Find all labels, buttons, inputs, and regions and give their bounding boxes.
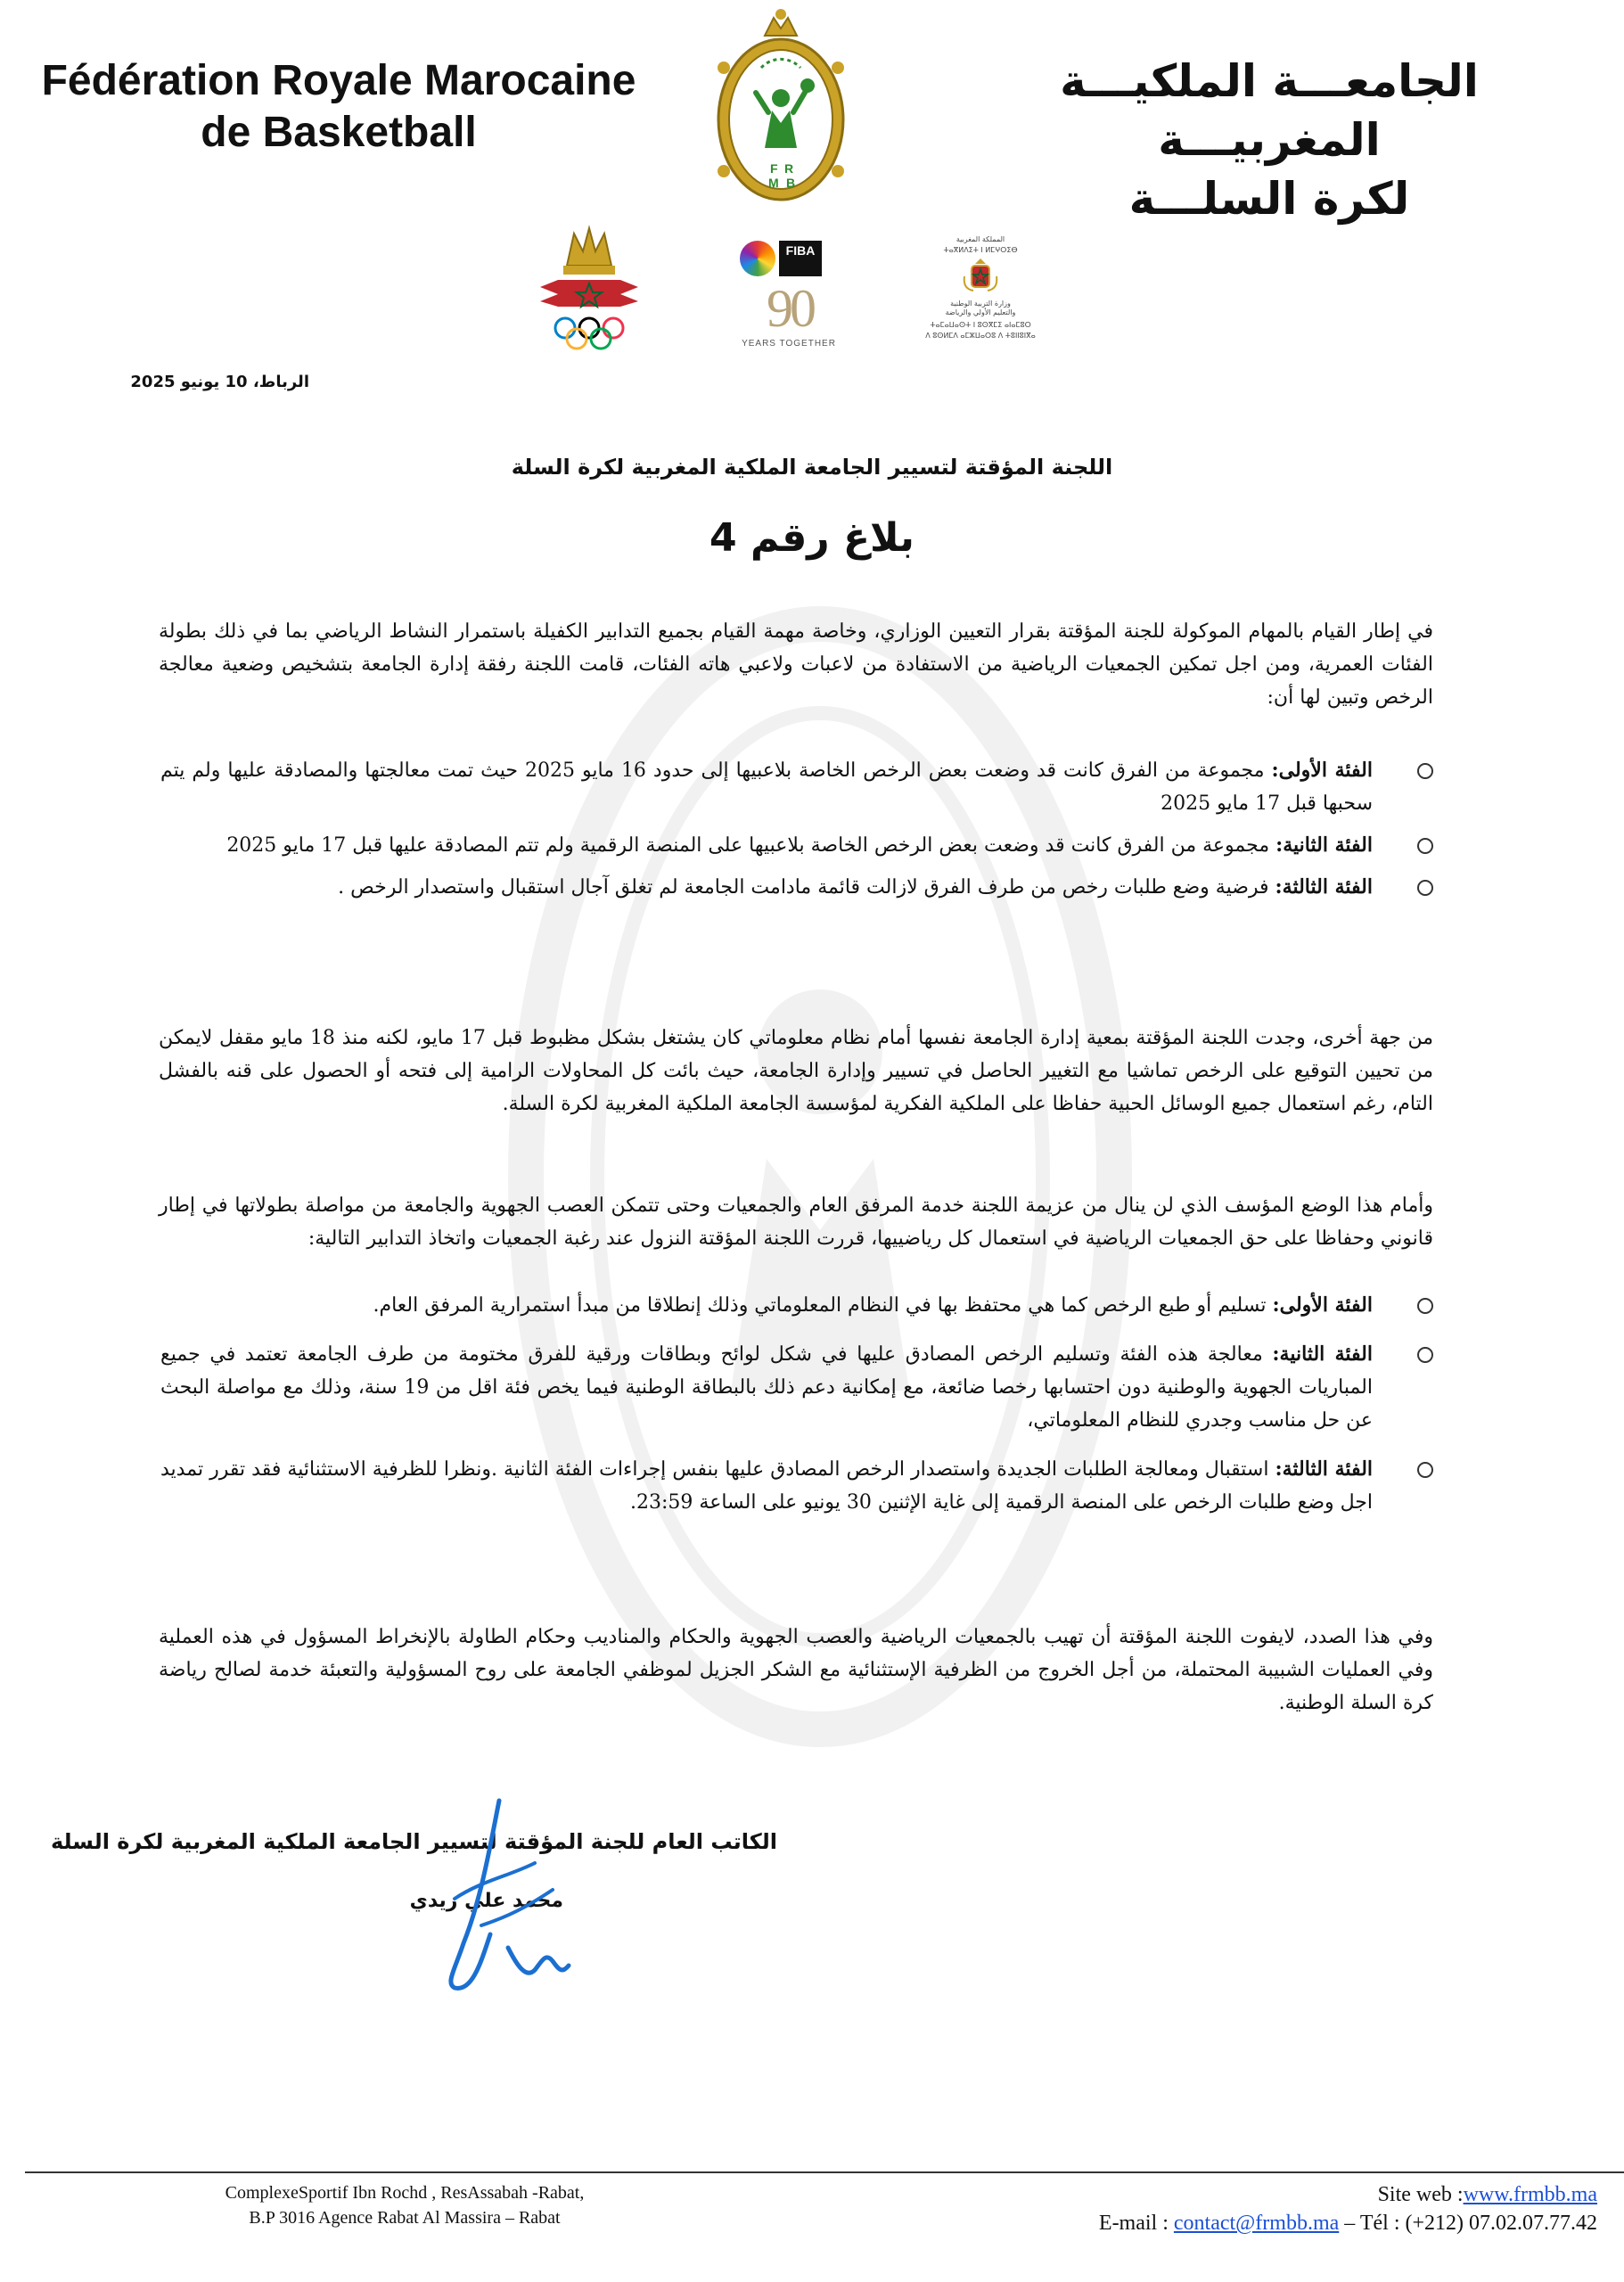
ministry-line-6: ⴷ ⵓⵙⵍⵎⴷ ⴰⵎⵣⵡⴰⵔⵓ ⴷ ⵜⵓⵏⵏⵓⵏⴳⴰ [925,332,1036,340]
document-date: الرباط، 10 يونيو 2025 [130,373,309,391]
intro-paragraph: في إطار القيام بالمهام الموكولة للجنة المؤقتة بقرار التعيين الوزاري، وخاصة مهمة القيام بجميع التدابير الكفيلة باستمرار النشاط الرياضي بما في ذلك بطولة الفئات العمرية، ومن اجل تمكين الجمعيات الرياضية من الاستفادة من لاعبات ولاعبي هاته الفئات، قامت اللجنة رفقة إدارة الجامعة بتشخيص وضعية معالجة الرخص وتبين لها أن: [159,620,1433,709]
fiba-90-years-logo [736,239,841,364]
ministry-line-1: المملكة المغربية [956,235,1005,243]
footer-contact [973,2180,1597,2237]
list-item: الفئة الأولى: مجموعة من الفرق كانت قد وضعت بعض الرخص الخاصة بلاعبيها إلى حدود 16 مايو 2025 حيث تمت معالجتها والمصادقة عليها ولم يتم سحبها قبل 17 مايو 2025 [160,754,1373,820]
fiba-globe-icon [740,241,775,276]
communique-title: بلاغ رقم 4 [709,515,915,561]
ministry-line-4: والتعليم الأولي والرياضة [945,308,1016,316]
logo-letter-b: B [786,176,796,190]
logo-letter-r: R [784,161,794,176]
email-link[interactable]: contact@frmbb.ma [1173,2212,1340,2235]
diagnosis-list [160,754,1373,913]
fiba-anniversary-number: 90 [767,279,813,338]
list-item: الفئة الثالثة: استقبال ومعالجة الطلبات الجديدة واستصدار الرخص المصادق عليها بنفس إجراءات الفئة الثانية .ونظرا للظرفية الاستثنائية فقد تقرر تمديد اجل وضع طلبات الرخص على المنصة الرقمية إلى غاية الإثنين 30 يونيو على الساعة 23:59. [160,1453,1373,1519]
logo-letter-m: M [768,176,779,190]
list-item: الفئة الثانية: معالجة هذه الفئة وتسليم الرخص المصادق عليها في شكل لوائح وبطاقات ورقية للفرق مختومة من طرف الجامعة تعتمد في جميع المباريات الجهوية والوطنية دون احتسابها رخصا ضائعة، مع إمكانية دعم ذلك بالبطاقة الوطنية فيما يخص فئة اقل من 19 سنة، وذلك مع مواصلة البحث عن حل مناسب وجدري للنظام المعلوماتي، [160,1338,1373,1437]
ministry-line-5: ⵜⴰⵎⴰⵡⴰⵙⵜ ⵏ ⵓⵙⴳⵎⵉ ⴰⵏⴰⵎⵓⵔ [930,321,1031,329]
coat-of-arms-icon [961,259,1000,294]
bullet-circle-icon [1417,838,1433,854]
fiba-wordmark: FIBA [779,241,822,276]
footer-email-phone: E-mail : contact@frmbb.ma – Tél : (+212) 07.02.07.77.42 [1098,2212,1597,2235]
ministry-line-2: ⵜⴰⴳⵍⴷⵉⵜ ⵏ ⵍⵎⵖⵔⵉⴱ [943,246,1018,254]
frmb-logo [709,5,852,203]
bullet-circle-icon [1417,1347,1433,1363]
bullet-circle-icon [1417,763,1433,779]
signatory-title: الكاتب العام للجنة المؤقتة لتسيير الجامعة الملكية المغربية لكرة السلة [50,1829,777,1854]
list-item: الفئة الأولى: تسليم أو طبع الرخص كما هي محتفظ بها في النظام المعلوماتي وذلك إنطلاقا من مبدأ استمرارية المرفق العام. [160,1289,1373,1322]
website-link[interactable]: www.frmbb.ma [1463,2183,1597,2206]
paragraph-system-issue: من جهة أخرى، وجدت اللجنة المؤقتة بمعية إدارة الجامعة نفسها أمام نظام معلوماتي كان يشتغل بشكل مظبوط قبل 17 مايو، لكنه منذ 18 مايو مقفل لايمكن من تحيين التوقيع على الرخص تماشيا مع التغيير الحاصل في تسيير وإدارة الجامعة، حيث بائت كل المحاولات الرامية إلى فتحه أو الحصول على قنه بالفشل التام، رغم استعمال جميع الوسائل الحبية حفاظا على الملكية الفكرية لمؤسسة الجامعة الملكية المغربية لكرة السلة. [159,1027,1433,1115]
list-item: الفئة الثانية: مجموعة من الفرق كانت قد وضعت بعض الرخص الخاصة بلاعبيها على المنصة الرقمية ولم تتم المصادقة عليها قبل 17 مايو 2025 [160,829,1373,862]
fiba-tagline: YEARS TOGETHER [742,339,836,349]
committee-heading: اللجنة المؤقتة لتسيير الجامعة الملكية المغربية لكرة السلة [511,455,1113,480]
measures-list [160,1289,1373,1528]
logo-letter-f: F [770,161,778,176]
bullet-circle-icon [1417,880,1433,896]
footer-website: Site web :www.frmbb.ma [1377,2183,1597,2206]
handwritten-signature [428,1792,588,1997]
org-name-french: Fédération Royale Marocaine de Basketball [41,57,636,156]
list-item: الفئة الثالثة: فرضية وضع طلبات رخص من طرف الفرق لازالت قائمة مادامت الجامعة لم تغلق آجال استقبال واستصدار الرخص . [160,871,1373,904]
ministry-line-3: وزارة التربية الوطنية [950,300,1011,308]
footer-address: ComplexeSportif Ibn Rochd , ResAssabah -Rabat, B.P 3016 Agence Rabat Al Massira – Rabat [225,2183,585,2228]
footer-divider [25,2171,1624,2173]
signatory-name: محمد علي زيدي [409,1890,563,1912]
bullet-circle-icon [1417,1298,1433,1314]
paragraph-decisions-intro: وأمام هذا الوضع المؤسف الذي لن ينال من عزيمة اللجنة خدمة المرفق العام والجمعيات وحتى تتمكن العصب الجهوية والجامعة من مواصلة بطولاتها في إطار قانوني وحفاظا على حق الجمعيات الرياضية في استعمال كل رياضييها، قررت اللجنة المؤقتة النزول عند رغبة الجمعيات واتخاذ التدابير التالية: [159,1194,1433,1250]
paragraph-closing: وفي هذا الصدد، لايفوت اللجنة المؤقتة أن تهيب بالجمعيات الرياضية والعصب الجهوية والحكام والمناديب وحكام الطاولة بالإنخراط المسؤول في هذه العملية وفي العمليات الشبيبة المحتملة، من أجل الخروج من الظرفية الإستثنائية مع الشكر الجزيل لموظفي الجامعة على روح المسؤولية والتعبئة خدمة لصالح رياضة كرة السلة الوطنية. [159,1626,1433,1714]
org-name-arabic: الجامعـــة الملكيـــة المغربيـــة لكرة السلـــة [1060,55,1479,225]
olympic-committee-logo [531,221,647,355]
ministry-logo [918,234,1043,358]
bullet-circle-icon [1417,1462,1433,1478]
